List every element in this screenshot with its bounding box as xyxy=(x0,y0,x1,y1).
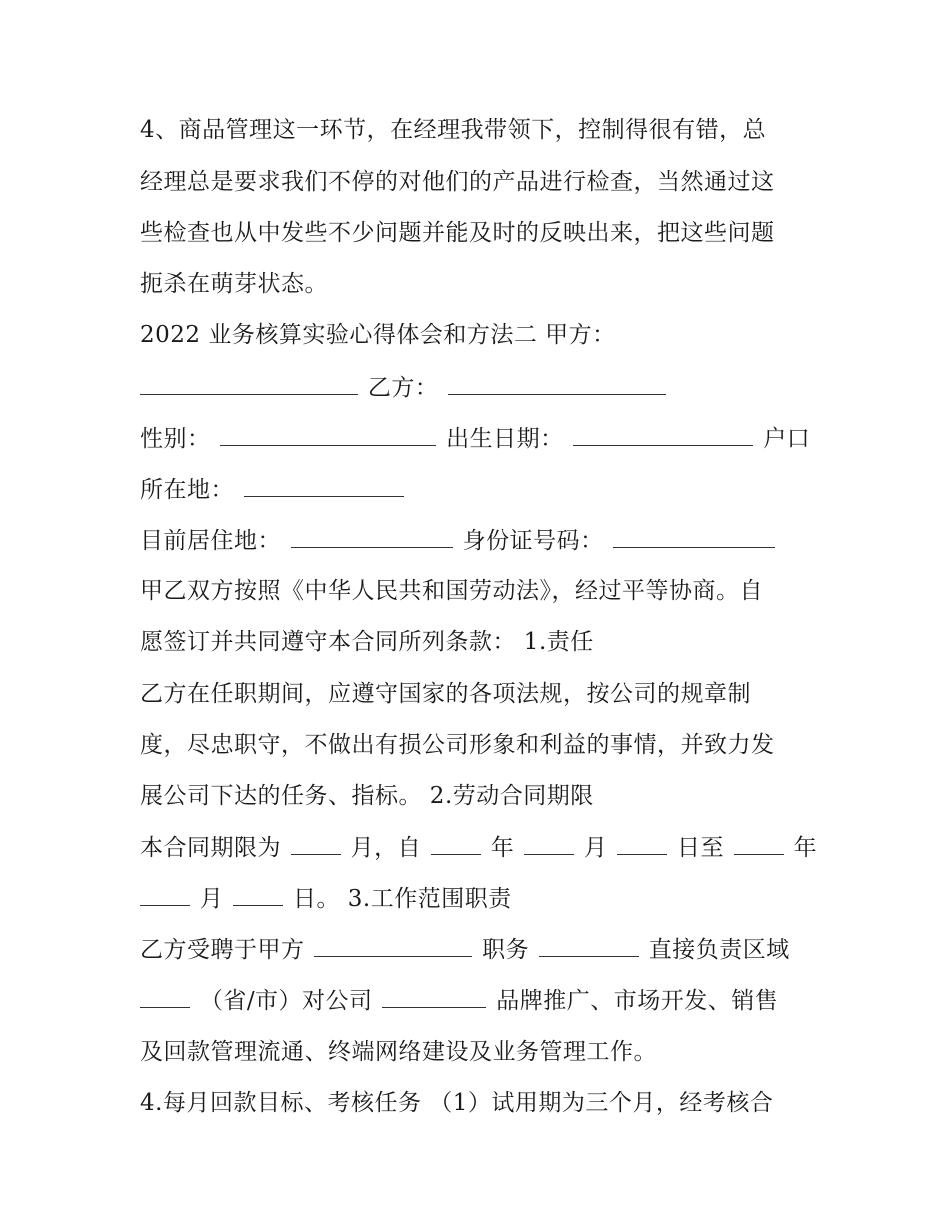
position-blank xyxy=(539,934,639,957)
gender-label: 性别： xyxy=(140,426,211,452)
paragraph-line xyxy=(140,269,328,299)
form-line-parties xyxy=(140,372,668,403)
text-span: 及回款管理流通、终端网络建设及业务管理工作。 xyxy=(140,1039,657,1065)
birth-date-label: 出生日期： xyxy=(446,426,564,452)
start-day-to-label: 日至 xyxy=(677,835,724,861)
paragraph-line xyxy=(140,781,594,811)
end-year-label: 年 xyxy=(793,835,818,861)
form-line-term xyxy=(140,832,817,863)
text-span: 乙方在任职期间，应遵守国家的各项法规，按公司的规章制 xyxy=(140,681,751,707)
paragraph-line xyxy=(140,167,775,197)
term-months-blank xyxy=(291,832,341,855)
duties-label: 品牌推广、市场开发、销售 xyxy=(496,988,779,1014)
paragraph-line xyxy=(140,679,751,709)
id-number-blank xyxy=(613,525,775,548)
paragraph-line xyxy=(140,1088,773,1118)
start-month-label: 月 xyxy=(583,835,608,861)
form-line-gender xyxy=(140,423,810,454)
province-city-label: （省/市）对公司 xyxy=(199,988,373,1014)
text-span: 2022 业务核算实验心得体会和方法二 甲方： xyxy=(140,322,616,348)
party-b-blank xyxy=(448,372,666,395)
location-label: 所在地： xyxy=(140,477,234,503)
start-day-blank xyxy=(617,832,667,855)
term-month-from: 月，自 xyxy=(350,835,422,861)
party-a-blank xyxy=(140,372,358,395)
text-span: 展公司下达的任务、指标。 2.劳动合同期限 xyxy=(140,783,594,809)
form-line-position xyxy=(140,934,790,965)
paragraph-line xyxy=(140,627,594,657)
paragraph-line xyxy=(140,1037,657,1067)
location-blank xyxy=(244,474,404,497)
id-number-label: 身份证号码： xyxy=(462,528,604,554)
text-span: 愿签订并共同遵守本合同所列条款： 1.责任 xyxy=(140,629,594,655)
paragraph-line xyxy=(140,115,766,145)
text-span: 4.每月回款目标、考核任务 （1）试用期为三个月，经考核合 xyxy=(140,1090,774,1116)
text-span: 些检查也从中发些不少问题并能及时的反映出来，把这些问题 xyxy=(140,220,775,246)
residence-label: 目前居住地： xyxy=(140,528,281,554)
brand-blank xyxy=(382,985,486,1008)
region-blank xyxy=(140,985,190,1008)
text-span: 扼杀在萌芽状态。 xyxy=(140,271,328,297)
end-day-blank xyxy=(233,883,283,906)
residence-blank xyxy=(291,525,453,548)
hired-by-blank xyxy=(314,934,472,957)
end-day-label: 日。 3.工作范围职责 xyxy=(292,886,512,912)
household-label: 户口 xyxy=(763,426,811,452)
region-label: 直接负责区域 xyxy=(648,937,790,963)
form-line-residence xyxy=(140,525,777,556)
paragraph-line xyxy=(140,576,763,606)
form-line-term-end xyxy=(140,883,512,914)
start-year-label: 年 xyxy=(490,835,515,861)
party-b-label: 乙方： xyxy=(367,375,439,401)
start-month-blank xyxy=(524,832,574,855)
hired-by-label: 乙方受聘于甲方 xyxy=(140,937,305,963)
paragraph-line xyxy=(140,218,775,248)
end-month-blank xyxy=(140,883,190,906)
end-month-label: 月 xyxy=(199,886,224,912)
end-year-blank xyxy=(734,832,784,855)
text-span: 经理总是要求我们不停的对他们的产品进行检查，当然通过这 xyxy=(140,169,775,195)
gender-blank xyxy=(220,423,436,446)
start-year-blank xyxy=(431,832,481,855)
term-label: 本合同期限为 xyxy=(140,835,281,861)
birth-date-blank xyxy=(573,423,753,446)
text-span: 度，尽忠职守，不做出有损公司形象和利益的事情，并致力发 xyxy=(140,732,775,758)
text-span: 4、商品管理这一环节，在经理我带领下，控制得很有错，总 xyxy=(140,117,767,143)
position-label: 职务 xyxy=(482,937,530,963)
paragraph-line xyxy=(140,730,775,760)
section-heading xyxy=(140,320,616,350)
form-line-region xyxy=(140,985,778,1016)
form-line-location xyxy=(140,474,406,505)
text-span: 甲乙双方按照《中华人民共和国劳动法》，经过平等协商。自 xyxy=(140,578,763,604)
